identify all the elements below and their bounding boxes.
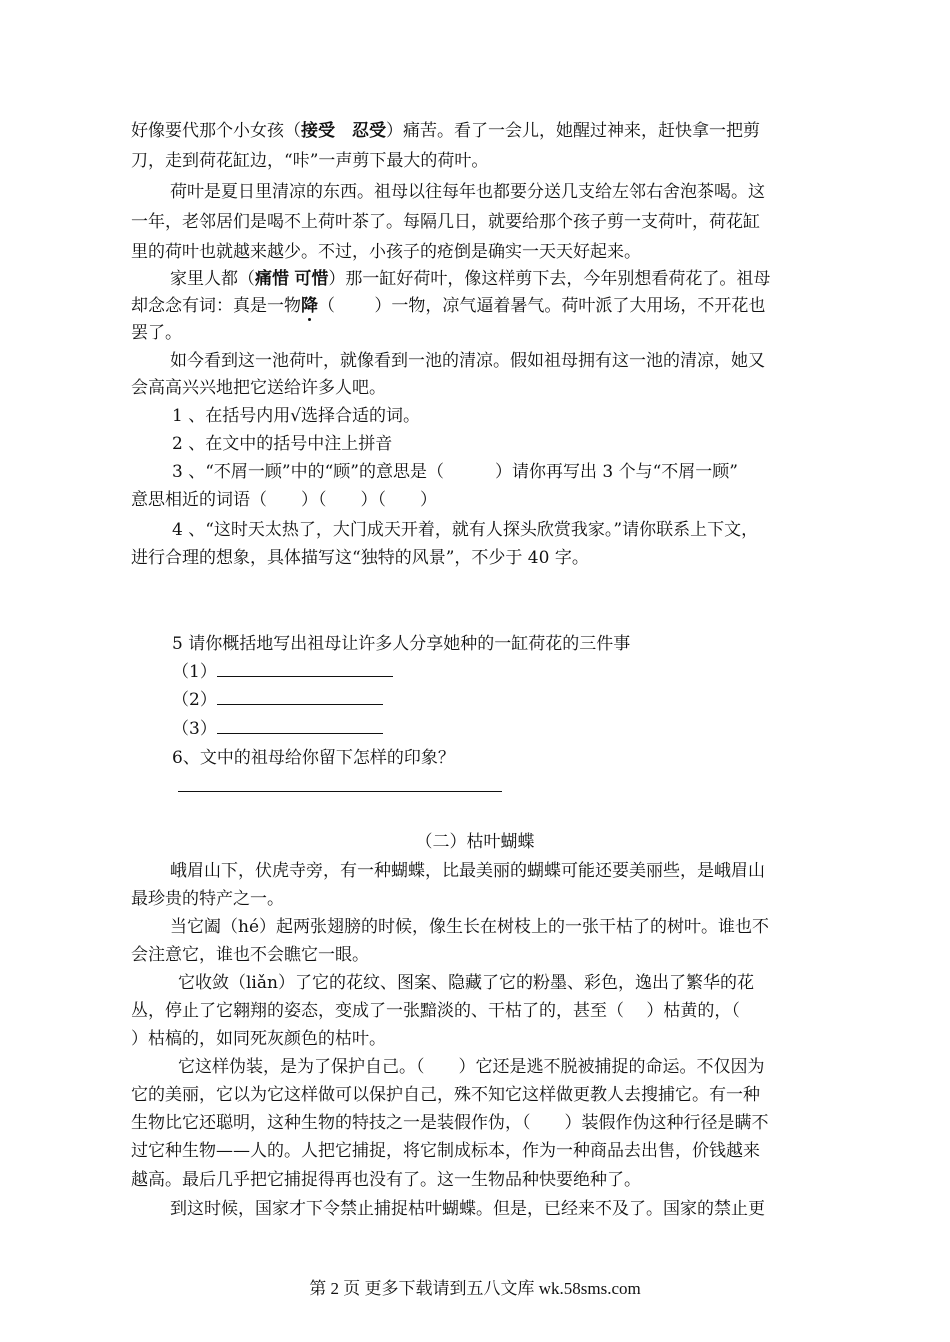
para3-text-c2: （ ）一物，凉气逼着暑气。荷叶派了大用场，不开花也 bbox=[318, 296, 766, 316]
question-1: 1 、在括号内用√选择合适的词。 bbox=[172, 406, 421, 426]
para3-line2 bbox=[131, 296, 765, 316]
s2-para1-line1: 峨眉山下，伏虎寺旁，有一种蝴蝶，比最美丽的蝴蝶可能还要美丽些，是峨眉山 bbox=[170, 861, 765, 881]
question-5-item-2 bbox=[172, 690, 383, 710]
s2-para2-line2: 会注意它，谁也不会瞧它一眼。 bbox=[131, 945, 369, 965]
answer-blank[interactable] bbox=[178, 791, 502, 792]
para4-line2: 会高高兴兴地把它送给许多人吧。 bbox=[131, 378, 386, 398]
para2-line3: 里的荷叶也就越来越少。不过，小孩子的疮倒是确实一天天好起来。 bbox=[131, 242, 641, 262]
para3-line1 bbox=[170, 269, 770, 289]
para3-text-c: ）那一缸好荷叶，像这样剪下去，今年别想看荷花了。祖母 bbox=[328, 269, 771, 289]
word-choice-option: 痛惜 bbox=[255, 269, 289, 289]
dotted-character: 降 bbox=[301, 296, 318, 316]
s2-para3-line3: ）枯槁的，如同死灰颜色的枯叶。 bbox=[131, 1029, 386, 1049]
s2-para2-line1: 当它阖（hé）起两张翅膀的时候，像生长在树枝上的一张干枯了的树叶。谁也不 bbox=[170, 917, 770, 937]
para1-line2: 刀，走到荷花缸边，“咔”一声剪下最大的荷叶。 bbox=[131, 151, 489, 171]
para2-line2: 一年，老邻居们是喝不上荷叶茶了。每隔几日，就要给那个孩子剪一支荷叶，荷花缸 bbox=[131, 212, 760, 232]
s2-para4-line2: 它的美丽，它以为它这样做可以保护自己，殊不知它这样做更教人去搜捕它。有一种 bbox=[131, 1085, 760, 1105]
question-5: 5 请你概括地写出祖母让许多人分享她种的一缸荷花的三件事 bbox=[172, 634, 631, 654]
item-label: （3） bbox=[172, 719, 217, 739]
answer-blank[interactable] bbox=[217, 662, 393, 677]
para1-line1 bbox=[131, 121, 760, 141]
s2-para5-line1: 到这时候，国家才下令禁止捕捉枯叶蝴蝶。但是，已经来不及了。国家的禁止更 bbox=[170, 1199, 765, 1219]
page-footer: 第 2 页 更多下载请到五八文库 wk.58sms.com bbox=[309, 1279, 641, 1298]
s2-para3-line2: 丛，停止了它翱翔的姿态，变成了一张黯淡的、干枯了的，甚至（ ）枯黄的，（ bbox=[131, 1001, 740, 1021]
word-choice-option: 忍受 bbox=[352, 121, 386, 141]
question-3-line1: 3 、“不屑一顾”中的“顾”的意思是（ ）请你再写出 3 个与“不屑一顾” bbox=[172, 462, 738, 482]
para3-text-a2: 却念念有词：真是一物 bbox=[131, 296, 301, 316]
para1-text-a: 好像要代那个小女孩（ bbox=[131, 121, 301, 141]
question-2: 2 、在文中的括号中注上拼音 bbox=[172, 434, 393, 454]
s2-para4-line3: 生物比它还聪明，这种生物的特技之一是装假作伪，（ ）装假作伪这种行径是瞒不 bbox=[131, 1113, 769, 1133]
question-4-line2: 进行合理的想象，具体描写这“独特的风景”，不少于 40 字。 bbox=[131, 548, 589, 568]
s2-para1-line2: 最珍贵的特产之一。 bbox=[131, 889, 284, 909]
section-title: （二）枯叶蝴蝶 bbox=[415, 832, 535, 852]
s2-para3-line1: 它收敛（liǎn）了它的花纹、图案、隐藏了它的粉墨、彩色，逸出了繁华的花 bbox=[178, 973, 754, 993]
para3-text-a: 家里人都（ bbox=[170, 269, 255, 289]
s2-para4-line5: 越高。最后几乎把它捕捉得再也没有了。这一生物品种快要绝种了。 bbox=[131, 1170, 641, 1190]
answer-blank[interactable] bbox=[217, 719, 383, 734]
para2-line1: 荷叶是夏日里清凉的东西。祖母以往每年也都要分送几支给左邻右舍泡茶喝。这 bbox=[170, 182, 765, 202]
question-6: 6、文中的祖母给你留下怎样的印象？ bbox=[172, 748, 455, 768]
s2-para4-line4: 过它种生物——人的。人把它捕捉，将它制成标本，作为一种商品去出售，价钱越来 bbox=[131, 1141, 760, 1161]
word-choice-option: 接受 bbox=[301, 121, 335, 141]
para1-text-c: ）痛苦。看了一会儿，她醒过神来，赶快拿一把剪 bbox=[386, 121, 760, 141]
question-5-item-1 bbox=[172, 662, 393, 682]
question-5-item-3 bbox=[172, 719, 383, 739]
question-4-line1: 4 、“这时天太热了，大门成天开着，就有人探头欣赏我家。”请你联系上下文， bbox=[172, 520, 759, 540]
item-label: （1） bbox=[172, 662, 217, 682]
answer-blank[interactable] bbox=[217, 690, 383, 705]
word-choice-option: 可惜 bbox=[294, 269, 329, 289]
item-label: （2） bbox=[172, 690, 217, 710]
question-3-line2: 意思相近的词语（ ）（ ）（ ） bbox=[131, 490, 437, 510]
para3-line3: 罢了。 bbox=[131, 323, 182, 343]
para4-line1: 如今看到这一池荷叶，就像看到一池的清凉。假如祖母拥有这一池的清凉，她又 bbox=[170, 351, 765, 371]
s2-para4-line1: 它这样伪装，是为了保护自己。（ ）它还是逃不脱被捕捉的命运。不仅因为 bbox=[178, 1057, 765, 1077]
